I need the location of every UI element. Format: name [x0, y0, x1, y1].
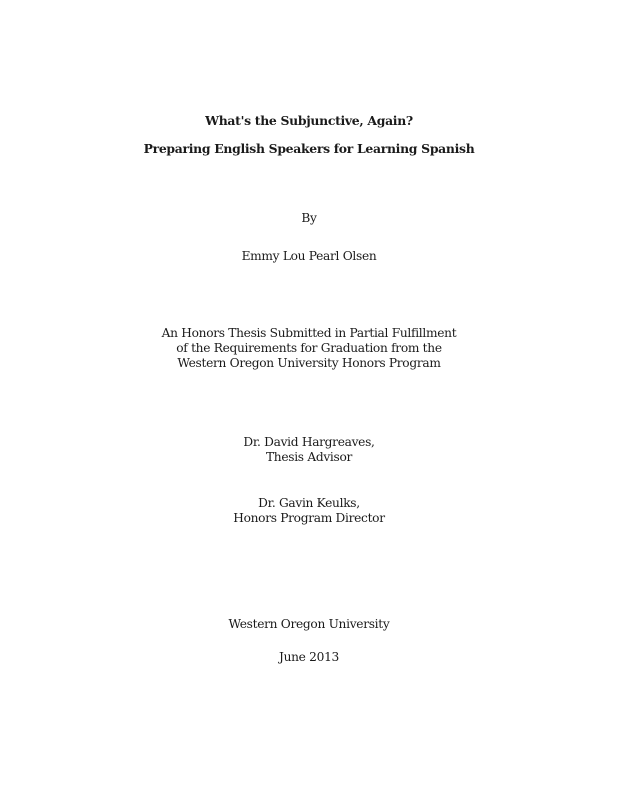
thesis-subtitle: Preparing English Speakers for Learning Spanish — [143, 141, 475, 156]
date: June 2013 — [279, 650, 339, 664]
thesis-title: What's the Subjunctive, Again? — [205, 113, 413, 128]
submission-line-2: of the Requirements for Graduation from the — [176, 341, 442, 355]
submission-line-3: Western Oregon University Honors Program — [177, 356, 441, 370]
institution: Western Oregon University — [228, 617, 390, 631]
director-role: Honors Program Director — [233, 511, 385, 525]
advisor-role: Thesis Advisor — [265, 450, 353, 464]
director-name: Dr. Gavin Keulks, — [258, 496, 360, 510]
by-label: By — [301, 211, 317, 225]
submission-line-1: An Honors Thesis Submitted in Partial Fulfillment — [161, 326, 457, 340]
author-name: Emmy Lou Pearl Olsen — [241, 249, 377, 263]
advisor-name: Dr. David Hargreaves, — [243, 435, 375, 449]
